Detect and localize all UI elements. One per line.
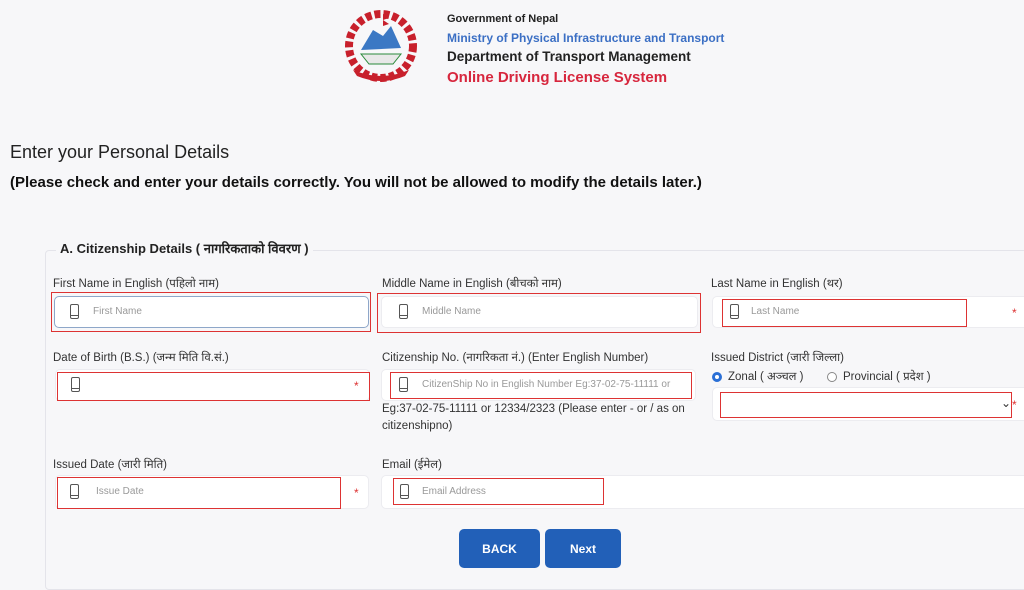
last-name-placeholder: Last Name xyxy=(751,306,800,317)
gov-title: Government of Nepal xyxy=(447,13,559,25)
chevron-down-icon: ⌄ xyxy=(1001,396,1012,410)
highlight-box xyxy=(393,478,604,505)
zonal-radio[interactable] xyxy=(712,372,722,382)
system-title: Online Driving License System xyxy=(447,69,668,86)
first-name-label: First Name in English (पहिलो नाम) xyxy=(53,278,219,290)
department-title: Department of Transport Management xyxy=(447,49,691,64)
last-name-label: Last Name in English (थर) xyxy=(711,278,843,290)
highlight-box xyxy=(722,299,967,327)
issued-date-label: Issued Date (जारी मिति) xyxy=(53,459,168,471)
ministry-title: Ministry of Physical Infrastructure and Transport xyxy=(447,31,725,45)
issued-district-label: Issued District (जारी जिल्ला) xyxy=(711,352,844,364)
page-title: Enter your Personal Details xyxy=(10,142,230,162)
dob-label: Date of Birth (B.S.) (जन्म मिति वि.सं.) xyxy=(53,352,229,364)
provincial-radio-label[interactable]: Provincial ( प्रदेश ) xyxy=(843,371,931,383)
middle-name-label: Middle Name in English (बीचको नाम) xyxy=(382,278,562,290)
back-button[interactable]: BACK xyxy=(459,529,540,568)
highlight-box xyxy=(57,372,370,401)
provincial-radio[interactable] xyxy=(827,372,837,382)
email-placeholder: Email Address xyxy=(422,486,486,497)
citizenship-label: Citizenship No. (नागरिकता नं.) (Enter English Number) xyxy=(382,352,649,364)
required-mark: * xyxy=(354,486,359,500)
highlight-box xyxy=(377,293,701,333)
first-name-placeholder: First Name xyxy=(93,306,142,317)
next-button[interactable]: Next xyxy=(545,529,621,568)
highlight-box xyxy=(51,292,371,332)
issued-date-placeholder: Issue Date xyxy=(96,486,144,497)
highlight-box xyxy=(390,372,692,399)
required-mark: * xyxy=(1012,306,1017,320)
highlight-box xyxy=(57,477,341,509)
required-mark: * xyxy=(1012,398,1017,412)
middle-name-placeholder: Middle Name xyxy=(422,306,481,317)
nepal-emblem-logo xyxy=(343,10,419,82)
required-mark: * xyxy=(354,379,359,393)
page-note: (Please check and enter your details correctly. You will not be allowed to modify the details later.) xyxy=(10,174,702,191)
email-label: Email (ईमेल) xyxy=(382,459,442,471)
highlight-box xyxy=(720,392,1012,418)
zonal-radio-label[interactable]: Zonal ( अञ्चल ) xyxy=(728,371,804,383)
section-legend: A. Citizenship Details ( नागरिकताको विवरण ) xyxy=(56,239,313,257)
citizenship-hint: Eg:37-02-75-11111 or 12334/2323 (Please enter - or / as on citizenshipno) xyxy=(382,403,685,432)
citizenship-placeholder: CitizenShip No in English Number Eg:37-02-75-11111 or xyxy=(422,379,671,390)
